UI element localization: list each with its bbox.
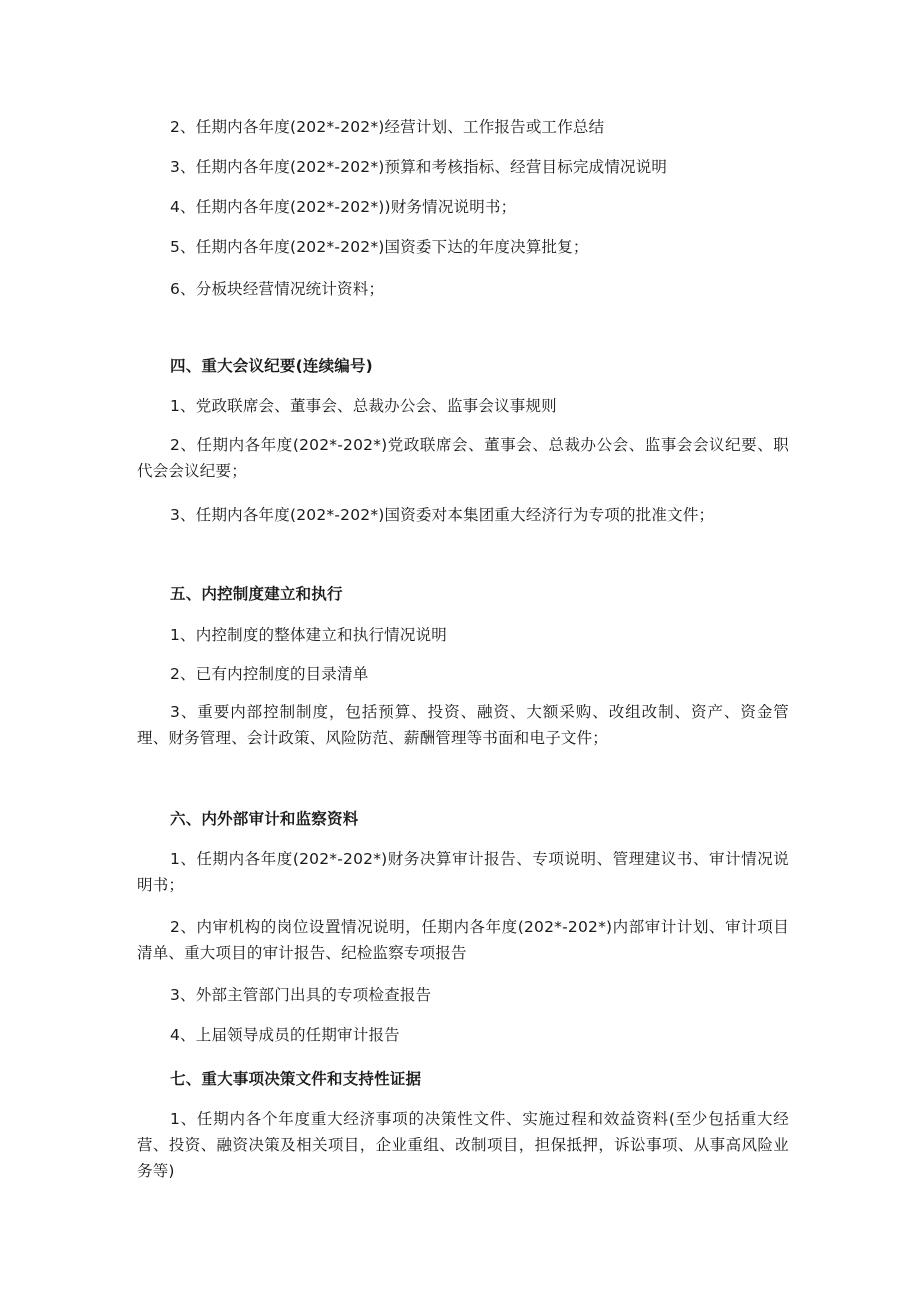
- list-item: 5、任期内各年度(202*-202*)国资委下达的年度决算批复；: [170, 238, 589, 256]
- list-item: 2、任期内各年度(202*-202*)经营计划、工作报告或工作总结: [170, 118, 605, 136]
- list-item: 6、分板块经营情况统计资料；: [170, 280, 385, 298]
- list-item: 1、党政联席会、董事会、总裁办公会、监事会议事规则: [170, 397, 557, 415]
- list-item: 1、任期内各年度(202*-202*)财务决算审计报告、专项说明、管理建议书、审计情况说明书；: [137, 850, 789, 894]
- list-item: 2、任期内各年度(202*-202*)党政联席会、董事会、总裁办公会、监事会会议纪要、职代会会议纪要；: [137, 436, 789, 480]
- list-item: 3、外部主管部门出具的专项检查报告: [170, 986, 432, 1004]
- list-item: 4、上届领导成员的任期审计报告: [170, 1026, 400, 1044]
- list-item: 2、已有内控制度的目录清单: [170, 665, 369, 683]
- section-heading: 六、内外部审计和监察资料: [170, 810, 359, 828]
- list-item: 4、任期内各年度(202*-202*))财务情况说明书；: [170, 198, 517, 216]
- section-heading: 七、重大事项决策文件和支持性证据: [170, 1070, 422, 1088]
- list-item: 3、任期内各年度(202*-202*)国资委对本集团重大经济行为专项的批准文件；: [170, 506, 715, 524]
- list-item: 1、任期内各个年度重大经济事项的决策性文件、实施过程和效益资料(至少包括重大经营、投资、融资决策及相关项目，企业重组、改制项目，担保抵押，诉讼事项、从事高风险业务等): [137, 1110, 789, 1180]
- section-heading: 五、内控制度建立和执行: [170, 585, 343, 603]
- list-item: 3、任期内各年度(202*-202*)预算和考核指标、经营目标完成情况说明: [170, 158, 668, 176]
- list-item: 2、内审机构的岗位设置情况说明，任期内各年度(202*-202*)内部审计计划、审计项目清单、重大项目的审计报告、纪检监察专项报告: [137, 918, 789, 962]
- list-item: 3、重要内部控制制度，包括预算、投资、融资、大额采购、改组改制、资产、资金管理、财务管理、会计政策、风险防范、薪酬管理等书面和电子文件；: [137, 703, 789, 747]
- list-item: 1、内控制度的整体建立和执行情况说明: [170, 626, 447, 644]
- section-heading: 四、重大会议纪要(连续编号): [170, 357, 373, 375]
